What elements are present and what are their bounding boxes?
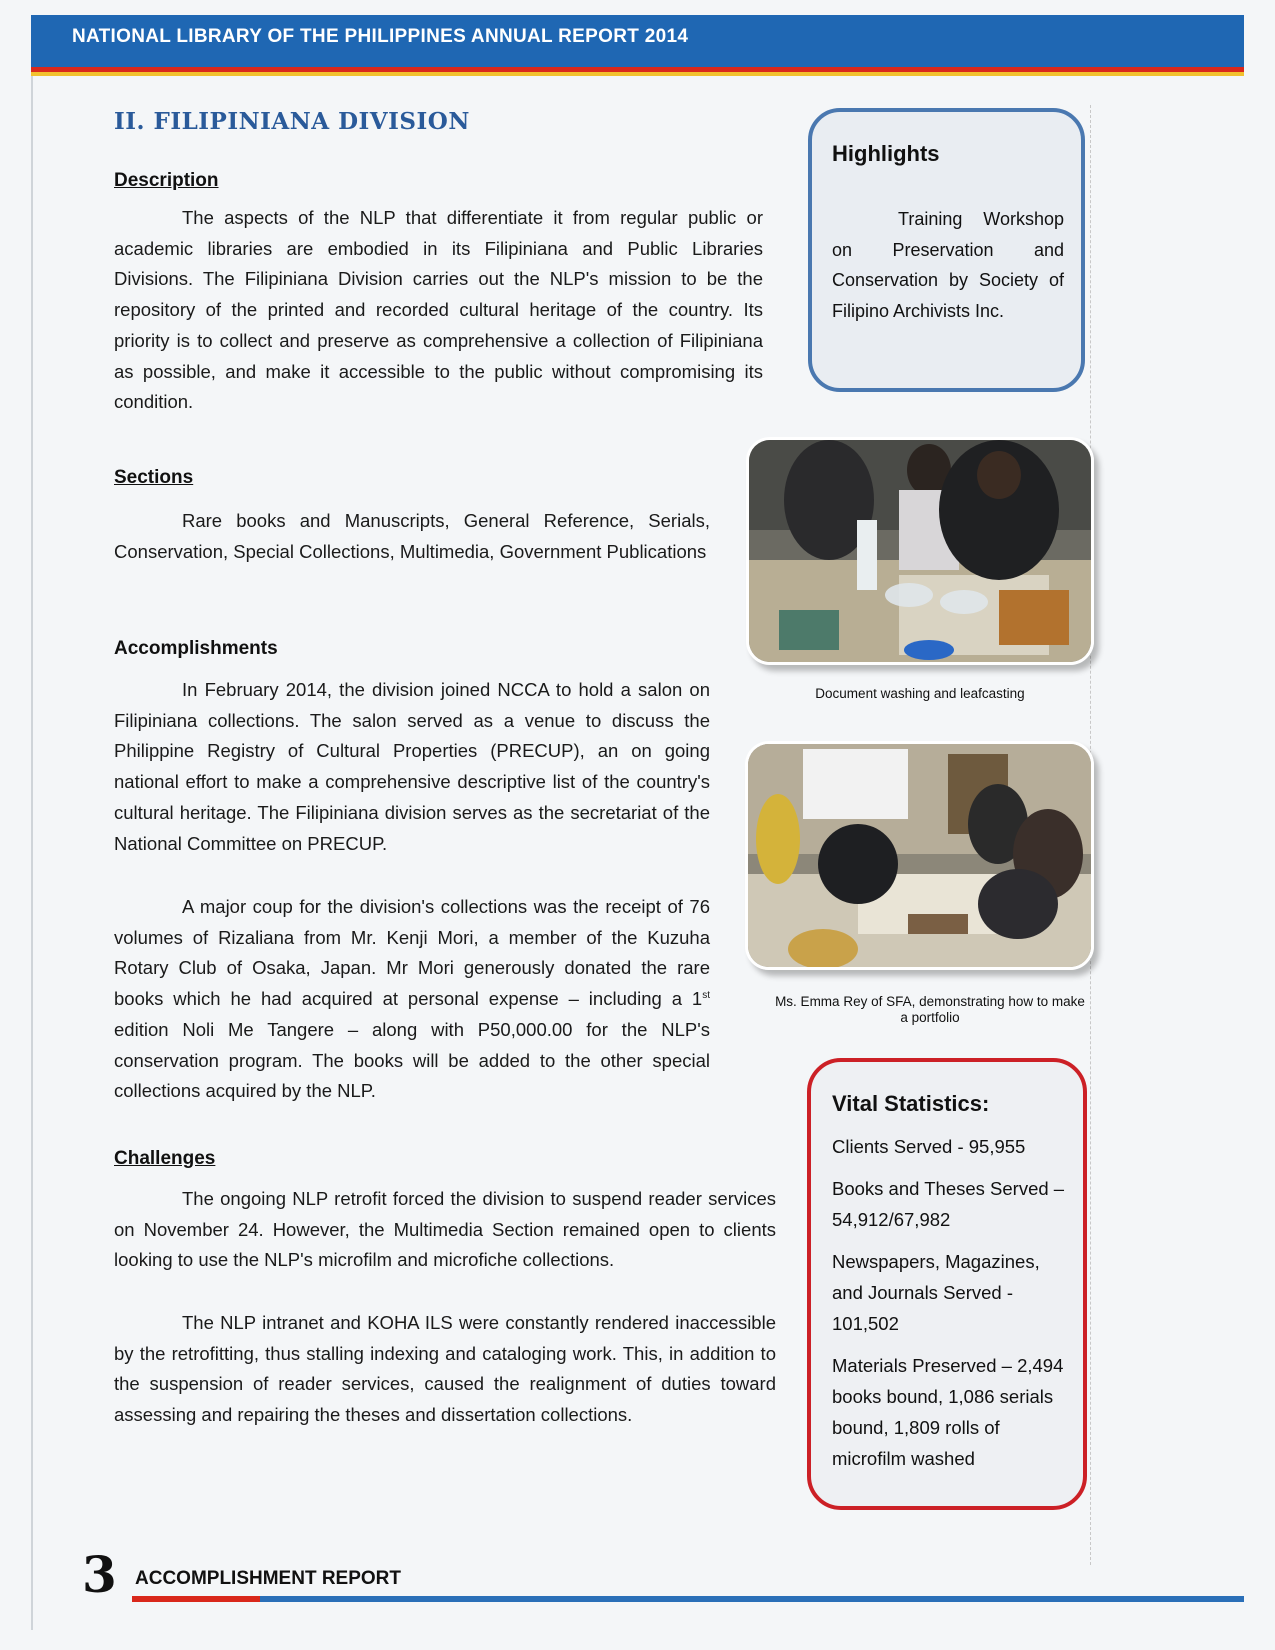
description-heading: Description xyxy=(114,170,219,191)
photo-caption-1: Document washing and leafcasting xyxy=(815,686,1025,701)
accomplishments-para-2: A major coup for the division's collections was the receipt of 76 volumes of Rizaliana from Mr. Kenji Mori, a member of the Kuzuha Rotary Club of Osaka, Japan. Mr Mori generously donated the rare books which he had acquired at personal expense – including a 1st edition Noli Me Tangere – along with P50,000.00 for the NLP's conservation program. The books will be added to the other special collections acquired by the NLP. xyxy=(114,896,710,1102)
accomplishments-para-1: In February 2014, the division joined NCCA to hold a salon on Filipiniana collections. The salon served as a venue to discuss the Philippine Registry of Cultural Properties (PRECUP), an on going national effort to make a comprehensive descriptive list of the country's cultural heritage. The Filipiniana division serves as the secretariat of the National Committee on PRECUP. xyxy=(114,679,710,854)
footer-red-stripe xyxy=(132,1596,260,1602)
challenges-heading: Challenges xyxy=(114,1148,216,1169)
stat-clients-served: Clients Served - 95,955 xyxy=(832,1136,1026,1157)
left-margin-rule xyxy=(31,70,33,1630)
vital-statistics-title: Vital Statistics: xyxy=(832,1091,990,1116)
photo-document-washing xyxy=(746,437,1094,665)
header-yellow-stripe xyxy=(31,72,1244,76)
accomplishments-heading: Accomplishments xyxy=(114,638,278,659)
header-title: NATIONAL LIBRARY OF THE PHILIPPINES ANNUAL REPORT 2014 xyxy=(72,26,689,47)
footer-blue-stripe xyxy=(260,1596,1244,1602)
challenges-para-1: The ongoing NLP retrofit forced the division to suspend reader services on November 24. However, the Multimedia Section remained open to clients looking to use the NLP's microfilm and microfiche collections. xyxy=(114,1188,776,1271)
highlights-text: Training Workshop on Preservation and Conservation by Society of Filipino Archivists Inc. xyxy=(832,209,1064,321)
stat-books-theses-served: Books and Theses Served – 54,912/67,982 xyxy=(832,1178,1065,1230)
sections-text: Rare books and Manuscripts, General Reference, Serials, Conservation, Special Collections, Multimedia, Government Publications xyxy=(114,510,710,562)
footer-label: ACCOMPLISHMENT REPORT xyxy=(135,1568,401,1589)
photo-caption-2: Ms. Emma Rey of SFA, demonstrating how to make a portfolio xyxy=(775,994,1085,1025)
section-title: II. FILIPINIANA DIVISION xyxy=(114,108,470,135)
sections-heading: Sections xyxy=(114,467,194,488)
stat-periodicals-served: Newspapers, Magazines, and Journals Served - 101,502 xyxy=(832,1251,1040,1334)
description-text: The aspects of the NLP that differentiate it from regular public or academic libraries are embodied in its Filipiniana and Public Libraries Divisions. The Filipiniana Division carries out the NLP's mission to be the repository of the printed and recorded cultural heritage of the country. Its priority is to collect and preserve as comprehensive a collection of Filipiniana as possible, and make it accessible to the public without compromising its condition. xyxy=(114,207,763,413)
photo-portfolio-demo xyxy=(745,741,1094,970)
stat-materials-preserved: Materials Preserved – 2,494 books bound, 1,086 serials bound, 1,809 rolls of microfilm washed xyxy=(832,1355,1064,1469)
challenges-para-2: The NLP intranet and KOHA ILS were constantly rendered inaccessible by the retrofitting, thus stalling indexing and cataloging work. This, in addition to the suspension of reader services, caused the realignment of duties toward assessing and repairing the theses and dissertation collections. xyxy=(114,1312,776,1426)
highlights-title: Highlights xyxy=(832,141,940,166)
page-number: 3 xyxy=(82,1545,117,1604)
